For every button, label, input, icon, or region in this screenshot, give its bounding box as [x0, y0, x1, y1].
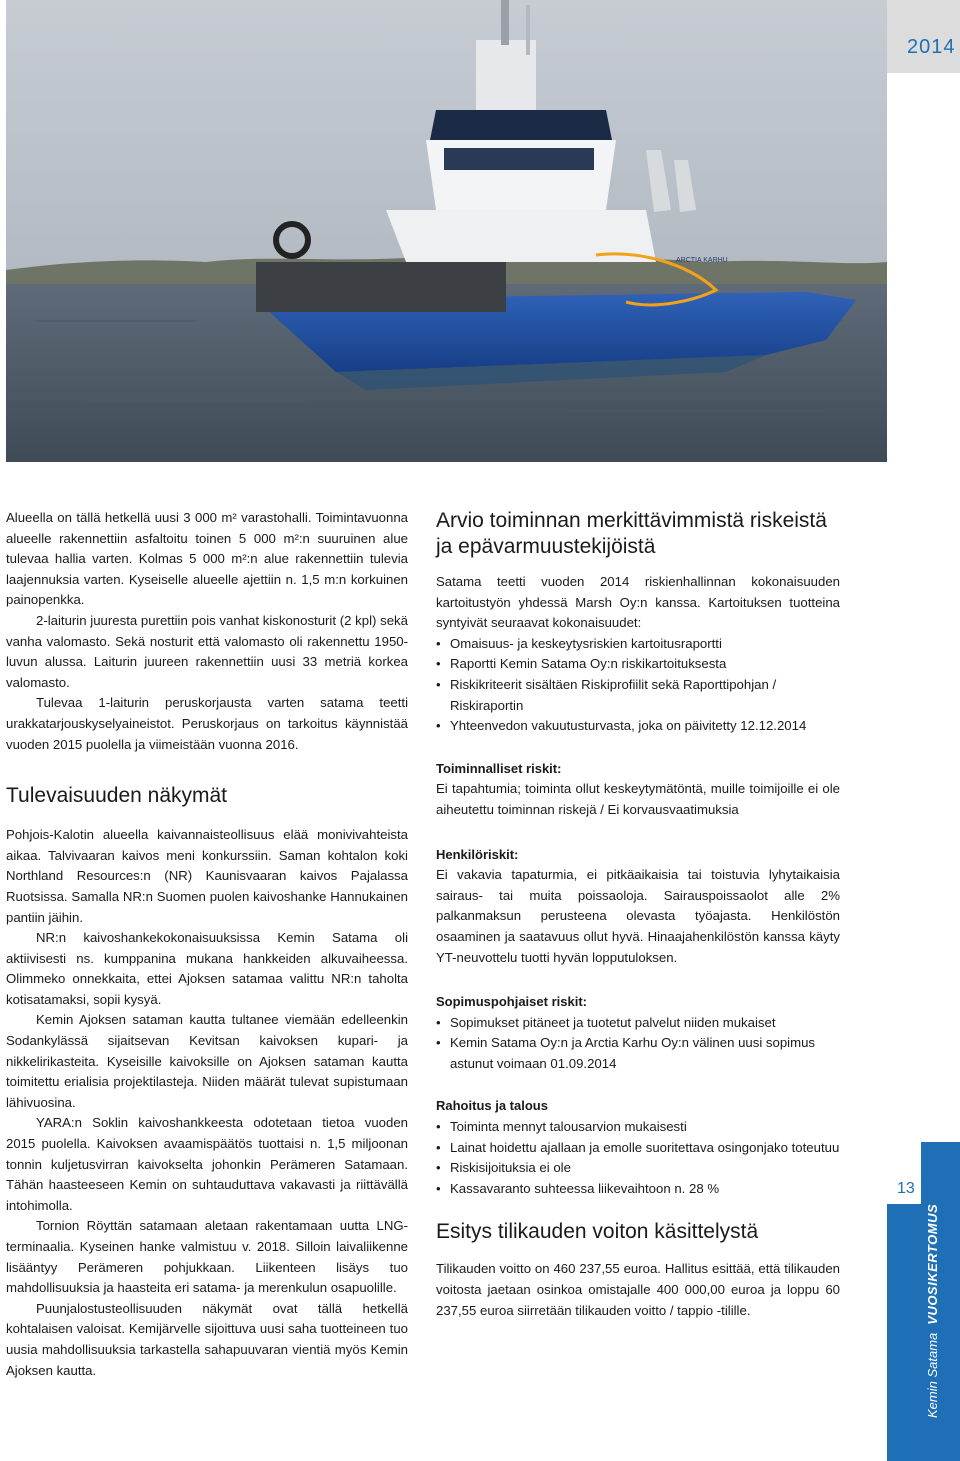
company-name: Kemin Satama	[925, 1332, 940, 1418]
side-vertical-title	[925, 1204, 940, 1418]
left-column	[6, 508, 408, 1381]
right-column	[436, 508, 840, 1321]
left-paragraph-2: 2-laiturin juuresta purettiin pois vanhat kiskonosturit (2 kpl) sekä vanha valomasto. Sekä nosturit että valomasto oli rakennettu 1950-luvun alussa. Laiturin juureen rakennettiin uusi 33 metriä korkea valomasto.	[6, 612, 408, 690]
ship-photo	[6, 0, 887, 462]
operational-risks-text: Ei tapahtumia; toiminta ollut keskeytymätöntä, muille toimijoille ei ole aiheutettu toiminnan riskejä / Ei korvausvaatimuksia	[436, 781, 840, 817]
risks-outputs-list	[436, 634, 840, 737]
section-heading-risks: Arvio toiminnan merkittävimmistä riskeistä ja epävarmuustekijöistä	[436, 509, 827, 558]
left-paragraph-9: Puunjalostusteollisuuden näkymät ovat tällä hetkellä kohtalaisen valoisat. Kemijärvelle sijoittuva uusi saha tuotteineen tuo uusia mahdollisuuksia tarkastella sahapuuvaran vientiä myös Kemin Ajoksen kautta.	[6, 1300, 408, 1378]
left-paragraph-5: NR:n kaivoshankekokonaisuuksissa Kemin Satama oli aktiivisesti ns. kumppanina mukana hankkeiden alkuvaiheessa. Olimmeko onnekkaita, ettei Ajoksen satamaa valittu NR:n taholta kotisatamaksi, sopii kysyä.	[6, 930, 408, 1007]
subheading-personnel-risks: Henkilöriskit:	[436, 846, 519, 862]
list-item: • Toiminta mennyt talousarvion mukaisesti	[436, 1117, 840, 1138]
list-item: • Riskisijoituksia ei ole	[436, 1158, 840, 1179]
left-paragraph-6: Kemin Ajoksen sataman kautta tultanee viemään edelleenkin Sodankylässä sijaitsevan Kevitsan kaivoksen kupari- ja nikkelirikasteita. Kyseisille kaivoksille on Ajoksen sataman kautta toimitettu erialisia projektilasteja. Niiden määrät tulevat supistumaan lähivuosina.	[6, 1012, 408, 1110]
contract-risks-list	[436, 1013, 840, 1075]
page-number: 13	[897, 1180, 915, 1197]
ship-illustration	[6, 0, 887, 462]
left-paragraph-4: Pohjois-Kalotin alueella kaivannaisteollisuus elää monivivahteista aikaa. Talvivaaran kaivos meni konkurssiin. Saman kohtalon koki Northland Resources:n (NR) Kaunisvaaran kaivos Pajalassa Ruotsissa. Samalla NR:n Suomen puolen kaivoshanke Hannukainen pantiin jäihin.	[6, 827, 408, 925]
section-heading-profit: Esitys tilikauden voiton käsittelystä	[436, 1220, 759, 1244]
left-paragraph-1: Alueella on tällä hetkellä uusi 3 000 m² varastohalli. Toimintavuonna alueelle rakennettiin asfaltoitu toinen 5 000 m²:n suuruinen alue tulevaa hallia varten. Kolmas 5 000 m²:n alue rakennettiin tulevia laajennuksia varten. Kyseiselle alueelle ajettiin n. 1,5 m:n korkuinen painopenkka.	[6, 510, 408, 608]
report-name: VUOSIKERTOMUS	[925, 1203, 940, 1325]
year-label: 2014	[907, 36, 956, 58]
list-item: • Kemin Satama Oy:n ja Arctia Karhu Oy:n välinen uusi sopimus astunut voimaan 01.09.2014	[436, 1033, 840, 1074]
profit-text: Tilikauden voitto on 460 237,55 euroa. Hallitus esittää, että tilikauden voitosta jaetaan osinkoa omistajalle 400 000,00 euroa ja loppu 60 237,55 euroa siirretään tilikauden voitto / tappio -tilille.	[436, 1261, 840, 1318]
side-bar	[887, 1142, 960, 1461]
page-number-box	[887, 1142, 921, 1204]
ship-hull-lettering: ARCTIA KARHU	[676, 257, 728, 264]
personnel-risks-text: Ei vakavia tapaturmia, ei pitkäaikaisia tai toistuvia lyhytaikaisia sairaus- tai muita poissaoloja. Sairauspoissaolot alle 2% palkanmaksun perusteena olevasta työajasta. Henkilöstön osaaminen ja saatavuus ollut hyvä. Hinaajahenkilöstön kanssa käyty YT-neuvottelu tuotti hyvän lopputuloksen.	[436, 867, 840, 965]
list-item: • Riskikriteerit sisältäen Riskiprofiilit sekä Raporttipohjan / Riskiraportin	[436, 675, 840, 716]
left-paragraph-3: Tulevaa 1-laiturin peruskorjausta varten satama teetti urakkatarjouskyselyaineistot. Peruskorjaus on tarkoitus käynnistää vuoden 2015 puolella ja viimeistään vuonna 2016.	[6, 695, 408, 752]
list-item: • Lainat hoidettu ajallaan ja emolle suoritettava osingonjako toteutuu	[436, 1138, 840, 1159]
list-item: • Omaisuus- ja keskeytysriskien kartoitusraportti	[436, 634, 840, 655]
left-paragraph-8: Tornion Röyttän satamaan aletaan rakentamaan uutta LNG-terminaalia. Kyseinen hanke valmistuu v. 2018. Silloin laivaliikenne lisääntyy Perämeren pohjukkaan. Liikenteen lisäys tuo mahdollisuuksia ja haasteita eri satama- ja merenkulun osapuolille.	[6, 1218, 408, 1296]
list-item: • Kassavaranto suhteessa liikevaihtoon n. 28 %	[436, 1179, 840, 1200]
finance-list	[436, 1117, 840, 1199]
list-item: • Raportti Kemin Satama Oy:n riskikartoituksesta	[436, 654, 840, 675]
list-item: • Yhteenvedon vakuutusturvasta, joka on päivitetty 12.12.2014	[436, 716, 840, 737]
subheading-contract-risks: Sopimuspohjaiset riskit:	[436, 994, 587, 1010]
section-heading-future: Tulevaisuuden näkymät	[6, 784, 228, 808]
risks-intro: Satama teetti vuoden 2014 riskienhallinnan kokonaisuuden kartoitustyön yhdessä Marsh Oy:n kanssa. Kartoituksen tuotteina syntyivät seuraavat kokonaisuudet:	[436, 574, 840, 631]
left-paragraph-7: YARA:n Soklin kaivoshankkeesta odotetaan tietoa vuoden 2015 puolella. Kaivoksen avaamispäätös tuottaisi n. 1,5 miljoonan tonnin kuljetusvirran kaivokselta johonkin Perämeren Satamaan. Tähän haasteeseen Kemin on suhtauduttava vakavasti ja riittävällä intohimolla.	[6, 1115, 408, 1213]
year-tab	[887, 0, 960, 73]
subheading-operational-risks: Toiminnalliset riskit:	[436, 760, 562, 776]
list-item: • Sopimukset pitäneet ja tuotetut palvelut niiden mukaiset	[436, 1013, 840, 1034]
subheading-finance: Rahoitus ja talous	[436, 1098, 548, 1114]
